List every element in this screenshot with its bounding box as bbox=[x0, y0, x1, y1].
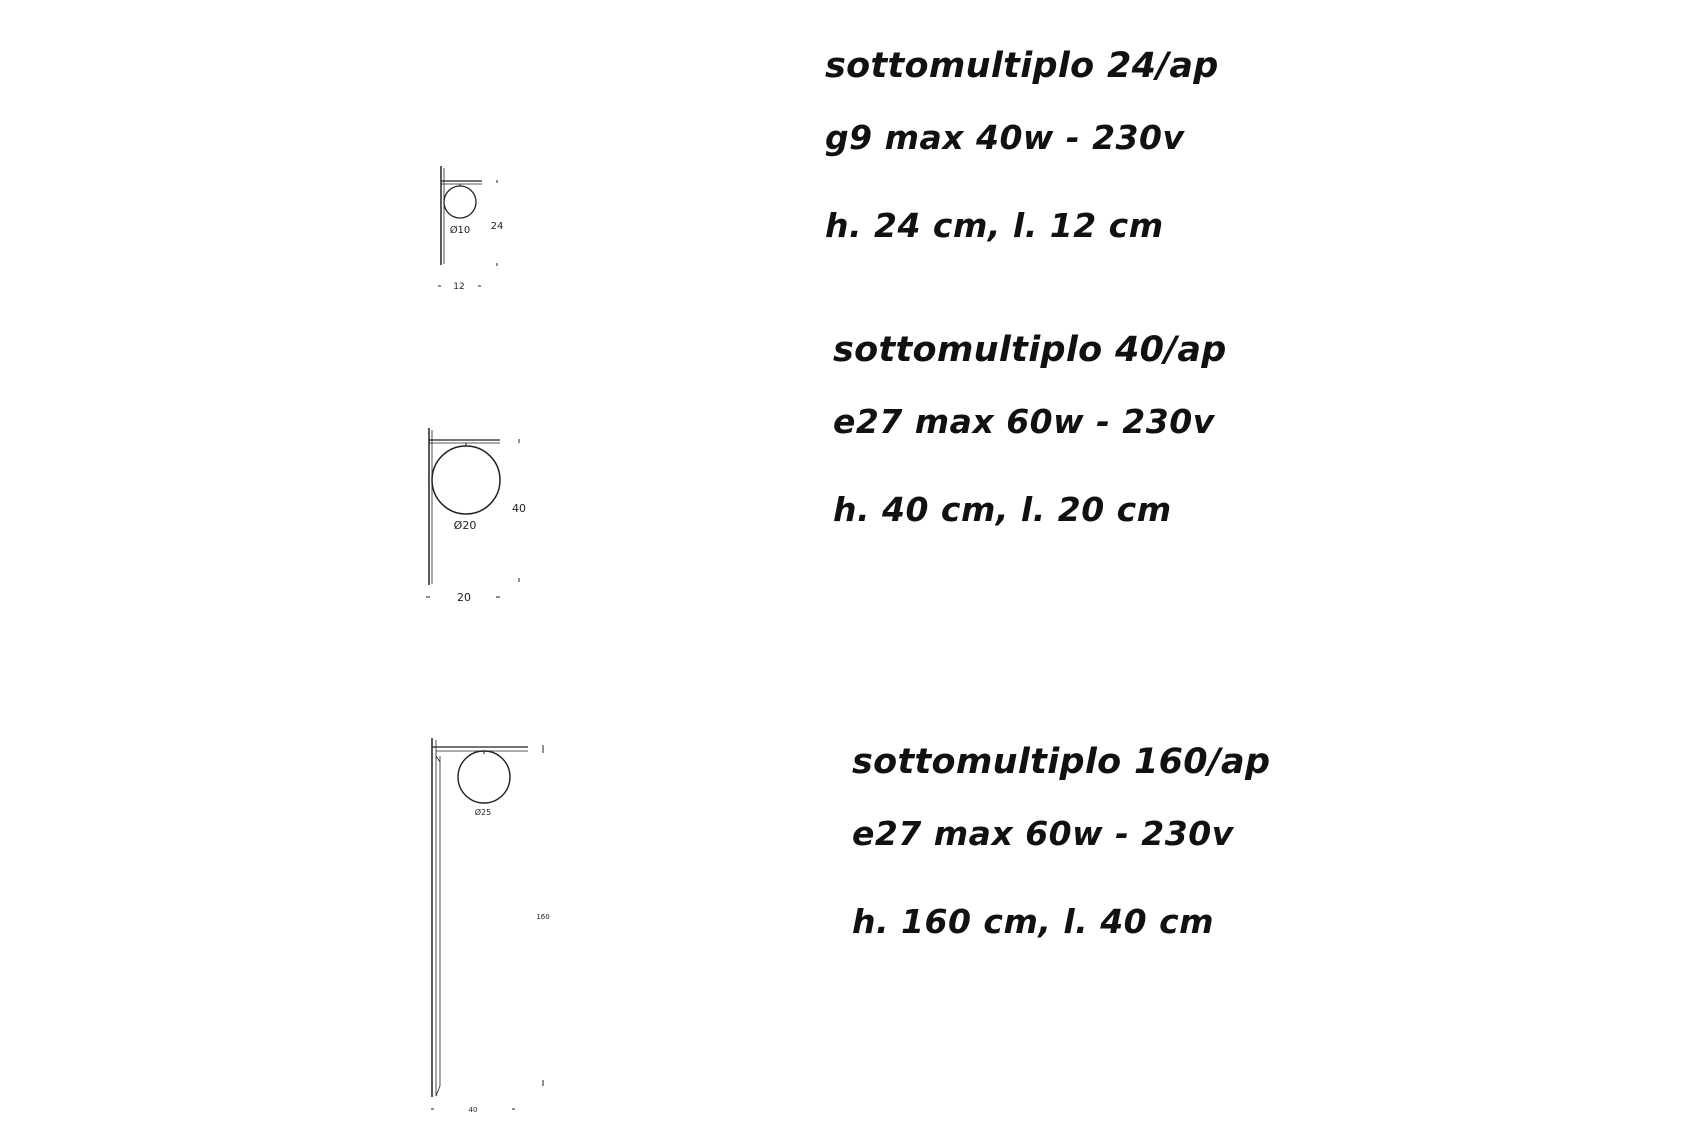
size-spec: h. 24 cm, l. 12 cm bbox=[825, 206, 1164, 245]
product-name: sottomultiplo 40/ap bbox=[833, 330, 1227, 370]
bulb-spec: e27 max 60w - 230v bbox=[852, 814, 1234, 853]
product-name: sottomultiplo 24/ap bbox=[825, 46, 1219, 86]
product-name: sottomultiplo 160/ap bbox=[852, 742, 1271, 782]
bulb-spec: g9 max 40w - 230v bbox=[825, 118, 1185, 157]
globe bbox=[458, 751, 510, 803]
diameter-label: Ø25 bbox=[474, 808, 492, 817]
bulb-spec: e27 max 60w - 230v bbox=[833, 402, 1215, 441]
lamp-drawing-24 bbox=[438, 166, 503, 292]
height-label: 160 bbox=[536, 913, 550, 921]
lamp-drawing-160 bbox=[431, 738, 550, 1114]
wall-plate-bevel-bottom bbox=[436, 1086, 440, 1096]
width-label: 40 bbox=[468, 1106, 478, 1114]
globe bbox=[444, 186, 476, 218]
size-spec: h. 40 cm, l. 20 cm bbox=[833, 490, 1172, 529]
height-label: 40 bbox=[512, 502, 526, 515]
globe bbox=[432, 446, 500, 514]
wall-plate-bevel-top bbox=[436, 756, 440, 762]
lamp-drawing-40 bbox=[426, 428, 526, 604]
width-label: 20 bbox=[457, 591, 471, 604]
diameter-label: Ø20 bbox=[453, 519, 477, 532]
width-label: 12 bbox=[453, 282, 465, 292]
height-label: 24 bbox=[490, 221, 504, 232]
diameter-label: Ø10 bbox=[449, 225, 471, 236]
size-spec: h. 160 cm, l. 40 cm bbox=[852, 902, 1215, 941]
